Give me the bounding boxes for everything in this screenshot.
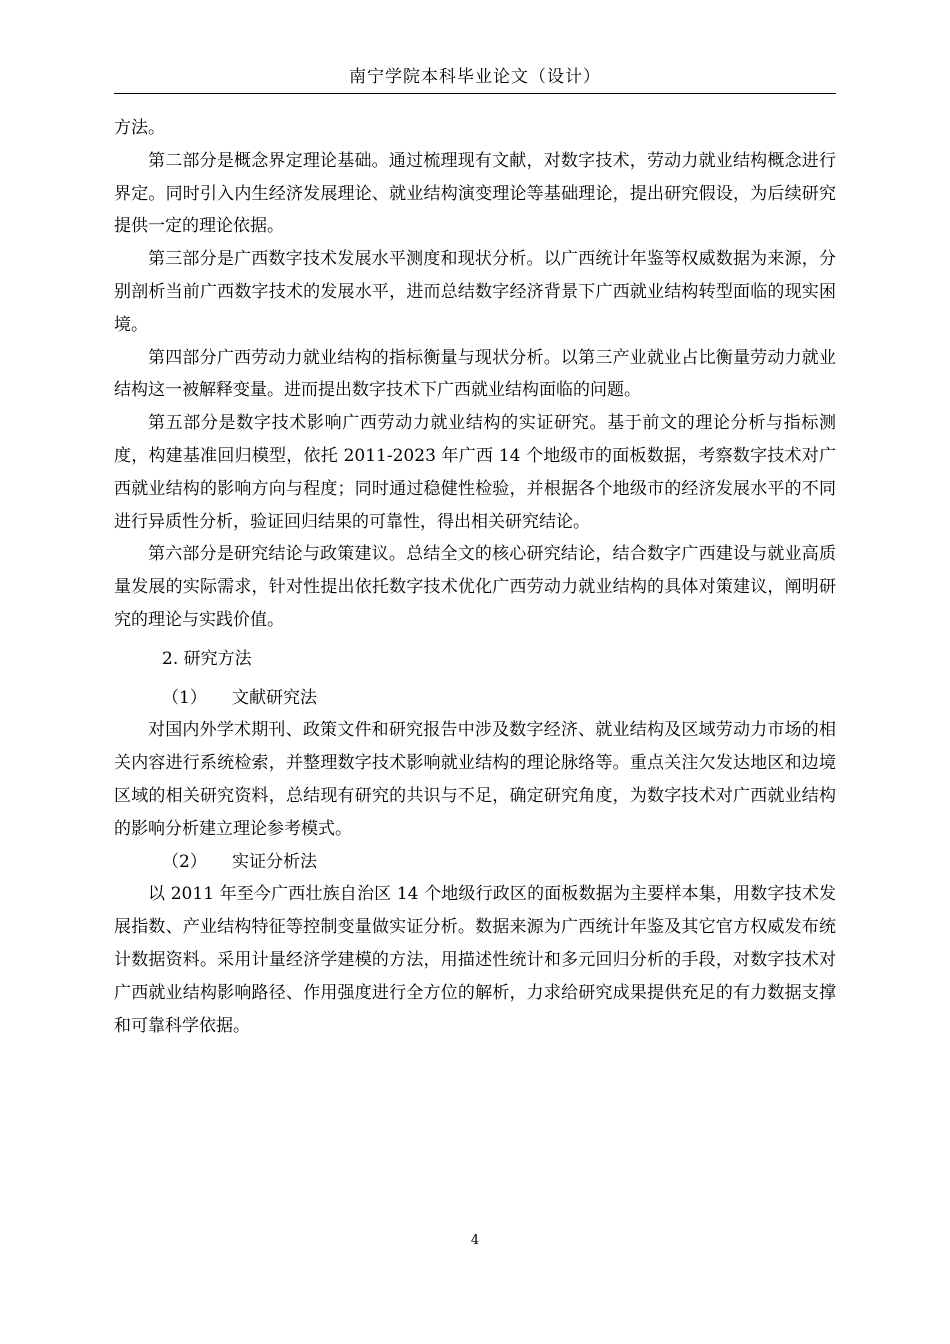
method-number: （1） — [162, 687, 207, 708]
method-number: （2） — [162, 851, 207, 872]
paragraph-part-five: 第五部分是数字技术影响广西劳动力就业结构的实证研究。基于前文的理论分析与指标测度，构建基准回归模型，依托 2011-2023 年广西 14 个地级市的面板数据，考察数字技术对广西就业结构的影响方向与程度；同时通过稳健性检验，并根据各个地级市的经济发展水平的不同进行异质性分析，验证回归结果的可靠性，得出相关研究结论。 — [114, 413, 836, 532]
header-rule — [114, 93, 836, 94]
paragraph-part-four: 第四部分广西劳动力就业结构的指标衡量与现状分析。以第三产业就业占比衡量劳动力就业结构这一被解释变量。进而提出数字技术下广西就业结构面临的问题。 — [114, 347, 836, 401]
paragraph-part-two: 第二部分是概念界定理论基础。通过梳理现有文献，对数字技术，劳动力就业结构概念进行界定。同时引入内生经济发展理论、就业结构演变理论等基础理论，提出研究假设，为后续研究提供一定的理论依据。 — [114, 150, 836, 237]
method-heading-empirical — [114, 846, 836, 879]
method-heading-literature — [114, 682, 836, 715]
method-title: 实证分析法 — [232, 851, 317, 872]
running-header: 南宁学院本科毕业论文（设计） — [349, 67, 601, 87]
page-body — [114, 112, 836, 1042]
paragraph-part-six: 第六部分是研究结论与政策建议。总结全文的核心研究结论，结合数字广西建设与就业高质量发展的实际需求，针对性提出依托数字技术优化广西劳动力就业结构的具体对策建议，阐明研究的理论与实践价值。 — [114, 544, 836, 630]
method-title: 文献研究法 — [232, 687, 317, 708]
paragraph-part-three: 第三部分是广西数字技术发展水平测度和现状分析。以广西统计年鉴等权威数据为来源，分别剖析当前广西数字技术的发展水平，进而总结数字经济背景下广西就业结构转型面临的现实困境。 — [114, 249, 836, 335]
method-text-literature: 对国内外学术期刊、政策文件和研究报告中涉及数字经济、就业结构及区域劳动力市场的相关内容进行系统检索，并整理数字技术影响就业结构的理论脉络等。重点关注欠发达地区和边境区域的相关研究资料，总结现有研究的共识与不足，确定研究角度，为数字技术对广西就业结构的影响分析建立理论参考模式。 — [114, 720, 836, 839]
paragraph-continuation: 方法。 — [114, 118, 165, 138]
method-text-empirical: 以 2011 年至今广西壮族自治区 14 个地级行政区的面板数据为主要样本集，用数字技术发展指数、产业结构特征等控制变量做实证分析。数据来源为广西统计年鉴及其它官方权威发布统计数据资料。采用计量经济学建模的方法，用描述性统计和多元回归分析的手段，对数字技术对广西就业结构影响路径、作用强度进行全方位的解析，力求给研究成果提供充足的有力数据支撑和可靠科学依据。 — [114, 884, 836, 1036]
page-number: 4 — [470, 1233, 480, 1248]
section-heading-research-methods: 2. 研究方法 — [162, 648, 252, 669]
